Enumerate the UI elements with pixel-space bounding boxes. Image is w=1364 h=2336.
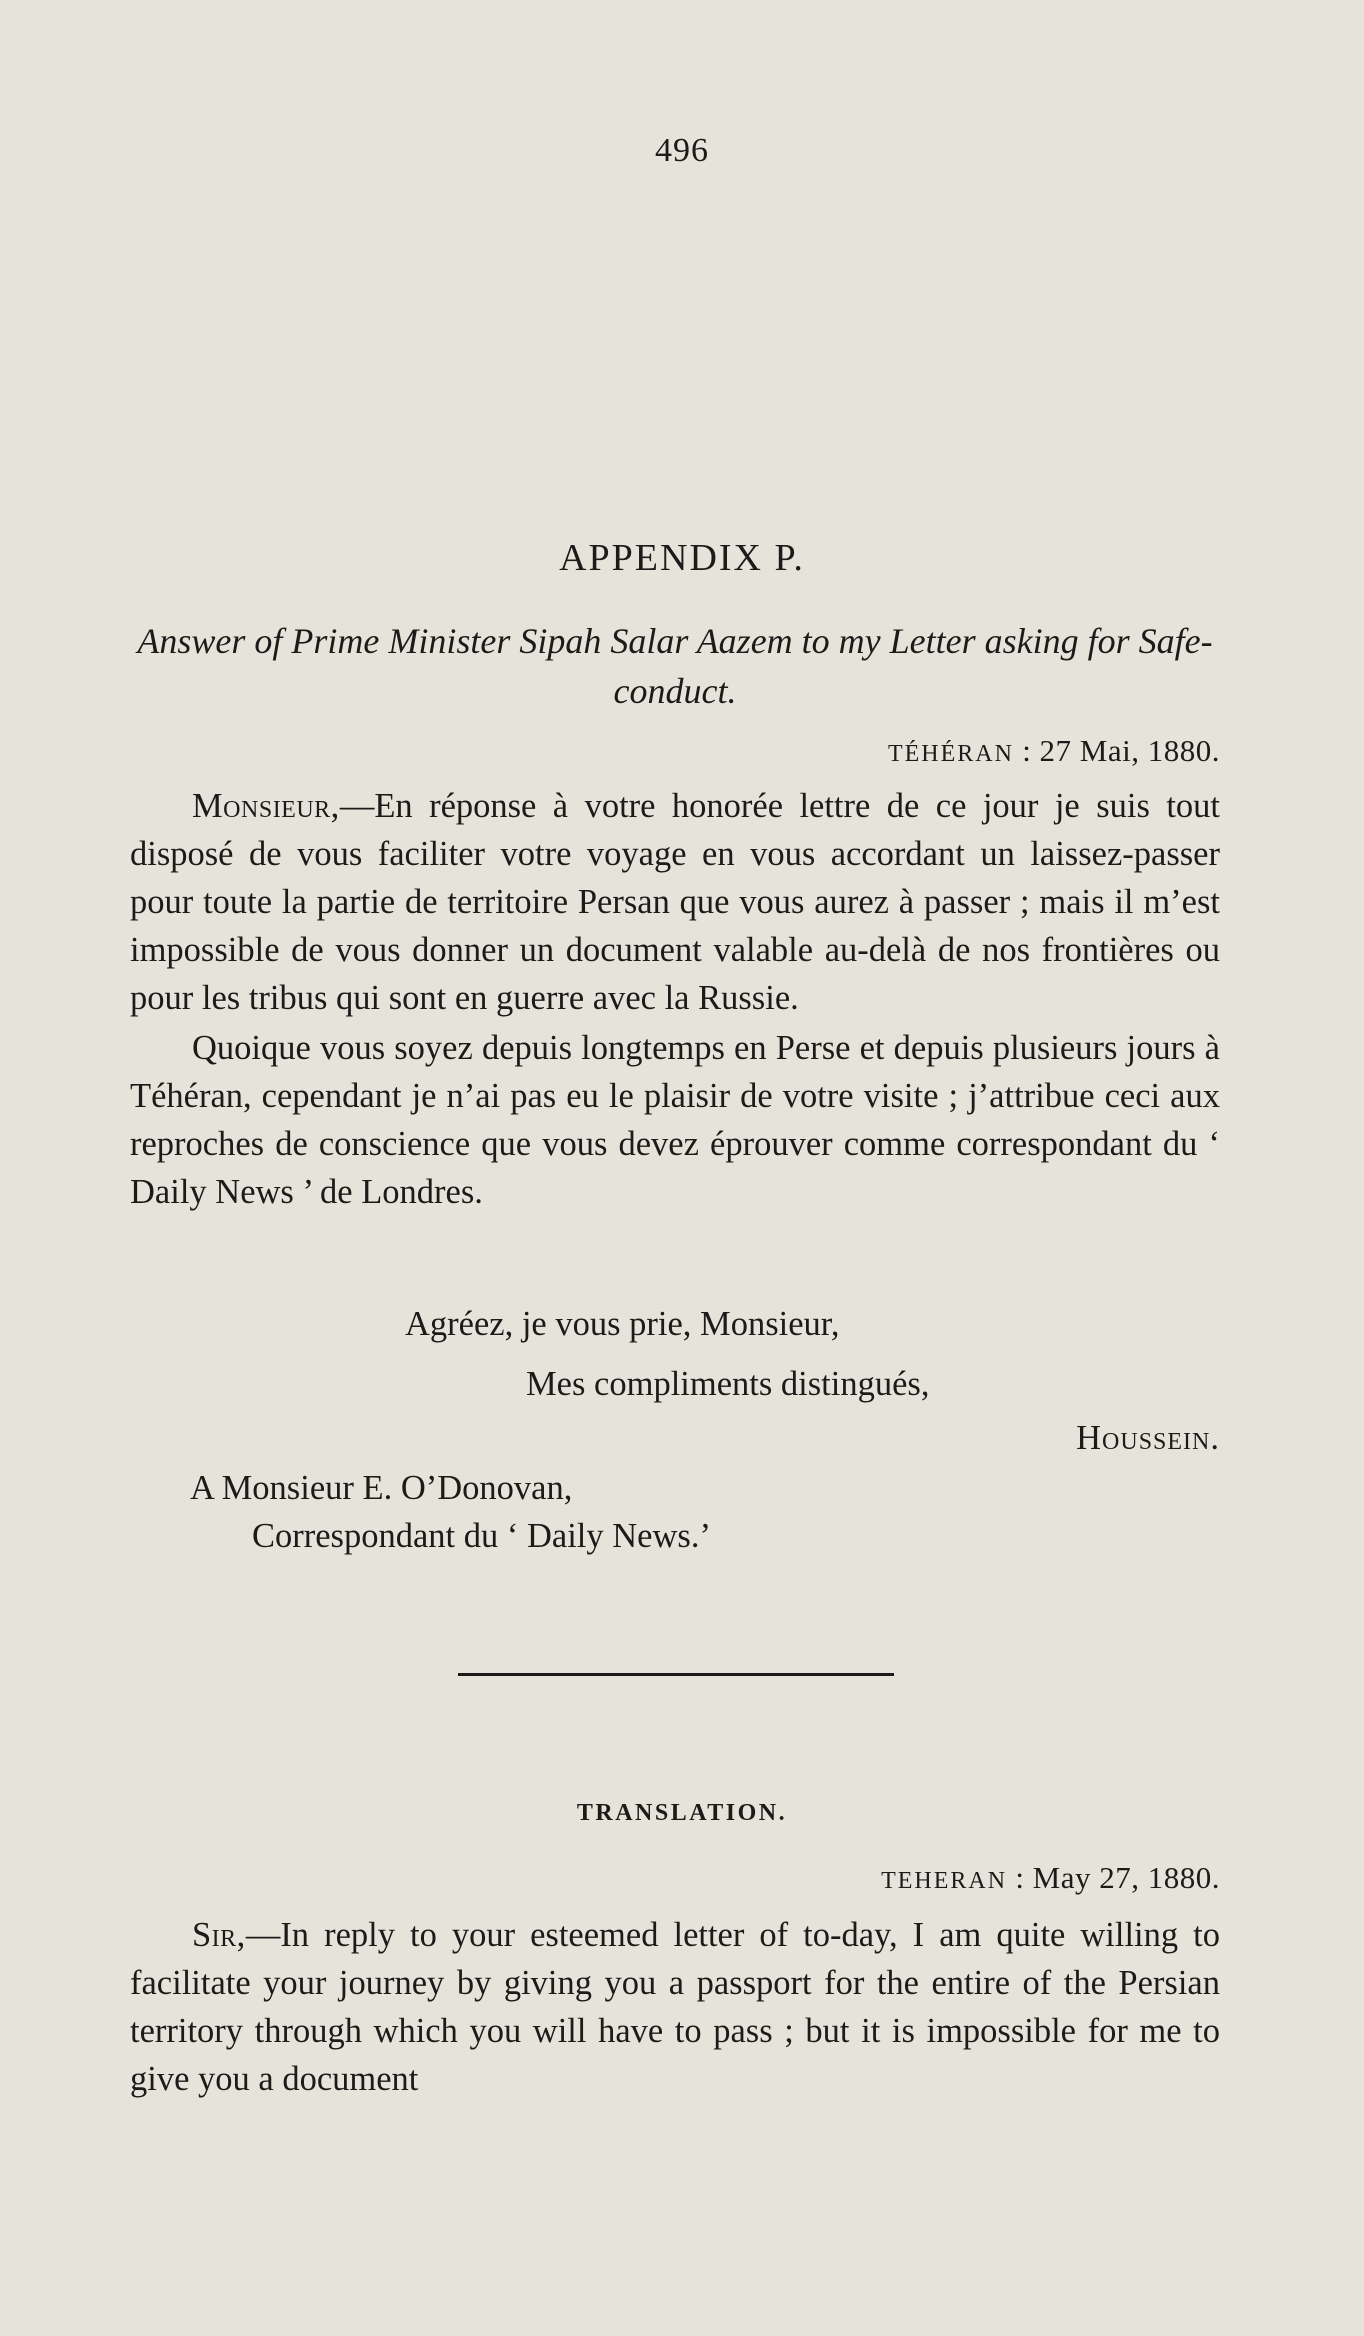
french-paragraph-1 — [130, 782, 1220, 1022]
french-dateline — [888, 733, 1220, 769]
french-letter-body — [130, 782, 1220, 1216]
translation-dateline — [881, 1860, 1220, 1896]
appendix-subtitle: Answer of Prime Minister Sipah Salar Aazem to my Letter asking for Safe-conduct. — [137, 621, 1213, 711]
page-number: 496 — [655, 132, 709, 169]
translation-paragraph-1-text: —In reply to your esteemed letter of to-day, I am quite willing to facilitate your journey by giving you a passport for the entire of the Persian territory through which you will have to pass ; but it is impossible for me to give you a document — [130, 1916, 1220, 2098]
french-dateline-date: : 27 Mai, 1880. — [1022, 733, 1220, 768]
french-address-2: Correspondant du ‘ Daily News.’ — [252, 1517, 711, 1555]
french-address-1: A Monsieur E. O’Donovan, — [190, 1469, 573, 1507]
french-dateline-place: TÉHÉRAN — [887, 741, 1014, 767]
appendix-title: APPENDIX P. — [559, 537, 805, 579]
translation-heading: TRANSLATION. — [576, 1800, 788, 1826]
french-closing-2: Mes compliments distingués, — [526, 1365, 930, 1403]
french-signature: Houssein. — [1076, 1419, 1220, 1457]
translation-dateline-place: TEHERAN — [881, 1868, 1008, 1894]
translation-salutation: Sir, — [192, 1916, 246, 1954]
translation-letter-body — [130, 1911, 1220, 2103]
french-paragraph-2: Quoique vous soyez depuis longtemps en Perse et depuis plusieurs jours à Téhéran, cependant je n’ai pas eu le plaisir de votre visite ; j’attribue ceci aux reproches de conscience que vous devez éprouver comme correspondant du ‘ Daily News ’ de Londres. — [130, 1029, 1220, 1211]
french-closing-1: Agréez, je vous prie, Monsieur, — [405, 1305, 840, 1343]
translation-paragraph-1 — [130, 1911, 1220, 2103]
translation-dateline-date: : May 27, 1880. — [1015, 1860, 1220, 1895]
french-salutation: Monsieur, — [192, 787, 340, 825]
section-divider — [458, 1673, 894, 1676]
french-paragraph-1-text: —En réponse à votre honorée lettre de ce jour je suis tout disposé de vous faciliter votre voyage en vous accordant un laissez-passer pour toute la partie de territoire Persan que vous aurez à passer ; mais il m’est impossible de vous donner un document valable au-delà de nos frontières ou pour les tribus qui sont en guerre avec la Russie. — [130, 787, 1220, 1017]
